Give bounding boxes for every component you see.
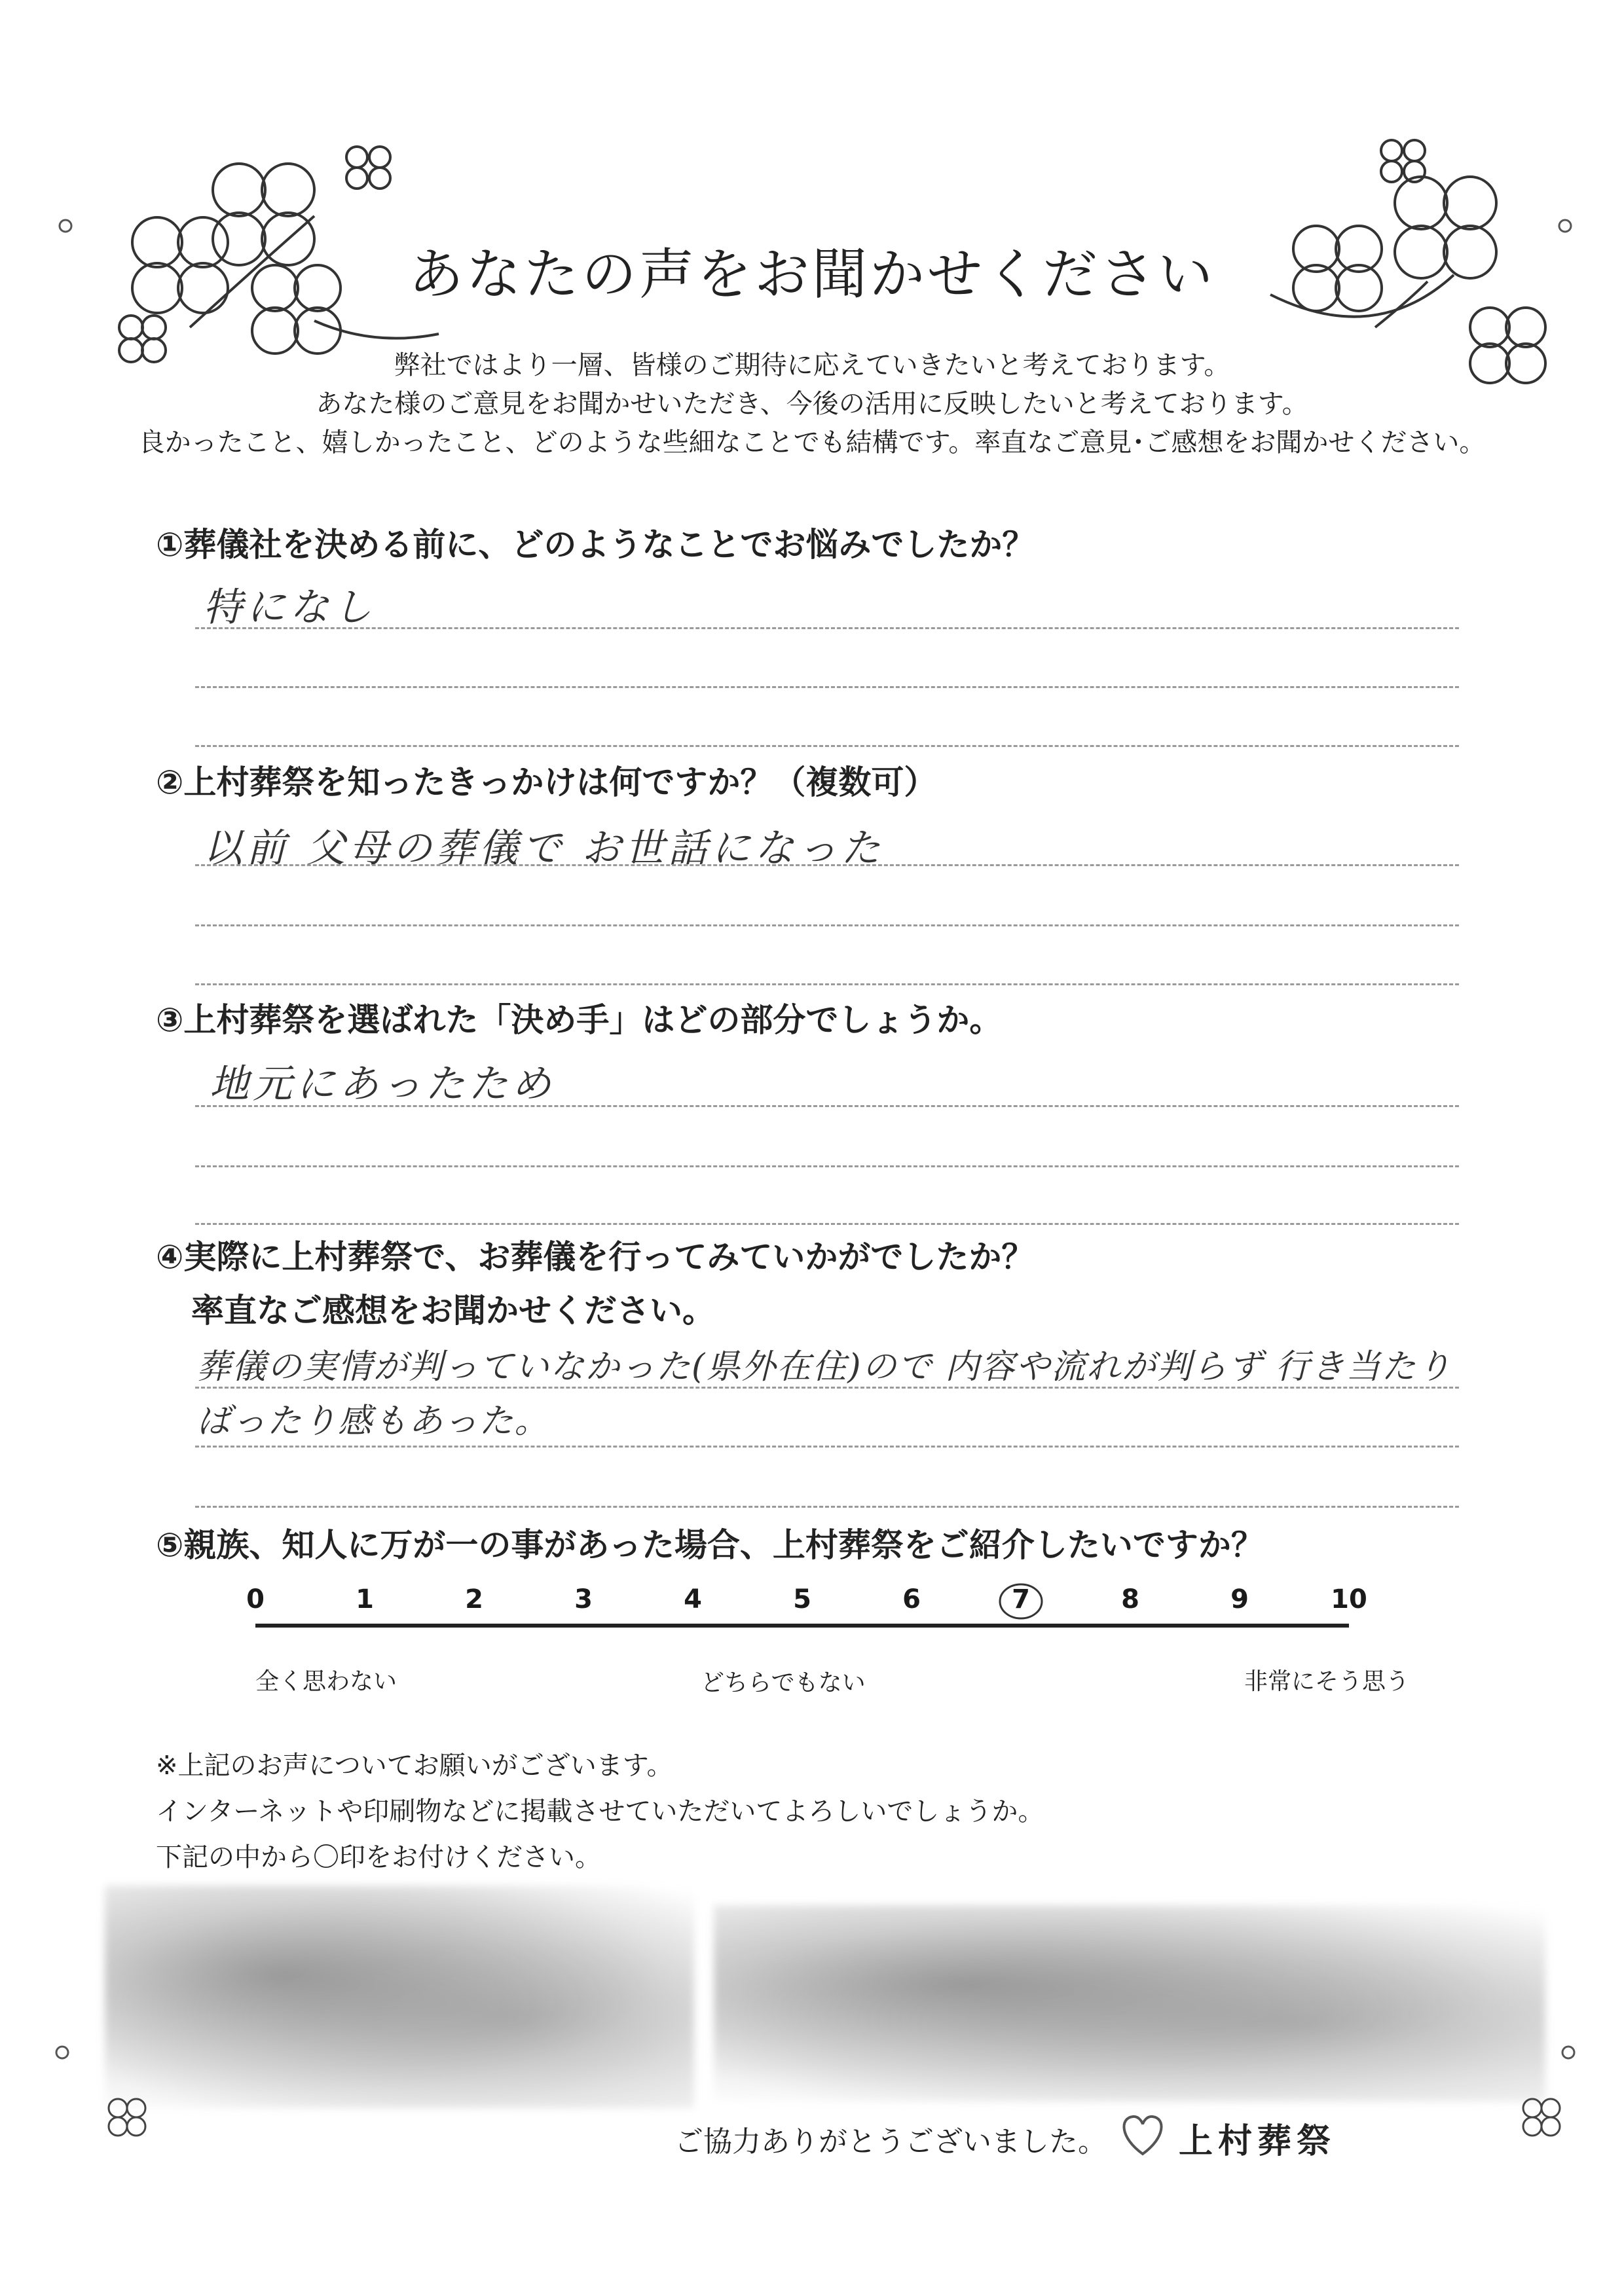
answer-line — [195, 1165, 1459, 1167]
notice-line: インターネットや印刷物などに掲載させていただいてよろしいでしょうか。 — [156, 1796, 1044, 1827]
footer-thanks: ご協力ありがとうございました。 — [674, 2125, 1107, 2159]
intro-line: 弊社ではより一層、皆様のご期待に応えていきたいと考えております。 — [394, 350, 1230, 380]
scale-tick-label-selected[interactable]: 7 — [1012, 1584, 1030, 1614]
answer-2: 以前 父母の葬儀で お世話になった — [203, 826, 885, 871]
answer-line — [195, 983, 1459, 985]
answer-line — [195, 1223, 1459, 1225]
intro-line: 良かったこと、嬉しかったこと、どのような些細なことでも結構です。率直なご意見･ご感想をお聞かせください。 — [138, 428, 1486, 458]
scale-tick-label[interactable]: 8 — [1121, 1584, 1139, 1614]
small-circle-icon — [52, 2043, 72, 2062]
clover-decoration-bottom-left-icon — [79, 2062, 210, 2160]
notice-line: ※上記のお声についてお願いがございます。 — [156, 1751, 673, 1781]
answer-line — [195, 924, 1459, 926]
answer-line — [195, 1105, 1459, 1107]
redacted-area-right — [714, 1905, 1545, 2102]
answer-4-line-1: 葬儀の実情が判っていなかった(県外在住)ので 内容や流れが判らず 行き当たり — [196, 1347, 1452, 1387]
footer-brand: 上村葬祭 — [1179, 2122, 1337, 2161]
notice-line: 下記の中から〇印をお付けください。 — [156, 1842, 601, 1872]
page-title: あなたの声をお聞かせください — [408, 242, 1215, 306]
question-1: ①葬儀社を決める前に、どのようなことでお悩みでしたか？ — [156, 526, 1035, 564]
scale-tick-label[interactable]: 5 — [793, 1584, 811, 1614]
intro-line: あなた様のご意見をお聞かせいただき、今後の活用に反映したいと考えております。 — [316, 389, 1308, 419]
answer-line — [195, 745, 1459, 747]
answer-line — [195, 627, 1459, 629]
answer-3: 地元にあったため — [210, 1061, 555, 1107]
answer-line — [195, 1387, 1459, 1389]
answer-line — [195, 686, 1459, 688]
answer-line — [195, 864, 1459, 866]
question-5: ⑤親族、知人に万が一の事があった場合、上村葬祭をご紹介したいですか？ — [156, 1526, 1264, 1564]
question-4: ④実際に上村葬祭で、お葬儀を行ってみていかがでしたか？ — [156, 1238, 1035, 1276]
scale-label-mid: どちらでもない — [701, 1669, 866, 1696]
scale-tick-label[interactable]: 4 — [684, 1584, 702, 1614]
scale-axis — [255, 1624, 1349, 1628]
scale-label-high: 非常にそう思う — [1244, 1668, 1410, 1695]
clover-decoration-bottom-right-icon — [1493, 2062, 1598, 2160]
scale-label-low: 全く思わない — [255, 1668, 397, 1695]
answer-line — [195, 1506, 1459, 1508]
answer-line — [195, 1446, 1459, 1448]
scale-tick-label[interactable]: 0 — [246, 1584, 265, 1614]
selection-circle-icon — [995, 1579, 1047, 1625]
rating-scale — [0, 1584, 1624, 1715]
question-4-sub: 率直なご感想をお聞かせください。 — [191, 1292, 715, 1330]
question-2: ②上村葬祭を知ったきっかけは何ですか？（複数可） — [156, 763, 937, 801]
scale-tick-label[interactable]: 10 — [1331, 1584, 1367, 1614]
question-3: ③上村葬祭を選ばれた「決め手」はどの部分でしょうか。 — [156, 1001, 1003, 1039]
scale-tick-label[interactable]: 2 — [465, 1584, 483, 1614]
scale-tick-label[interactable]: 6 — [902, 1584, 921, 1614]
scale-tick-label[interactable]: 3 — [574, 1584, 593, 1614]
scale-tick-label[interactable]: 1 — [356, 1584, 374, 1614]
scale-tick-label[interactable]: 9 — [1230, 1584, 1249, 1614]
answer-1: 特になし — [203, 585, 376, 630]
answer-4-line-2: ばったり感もあった。 — [196, 1402, 550, 1441]
heart-logo-icon — [1113, 2105, 1172, 2164]
small-circle-icon — [1559, 2043, 1578, 2062]
